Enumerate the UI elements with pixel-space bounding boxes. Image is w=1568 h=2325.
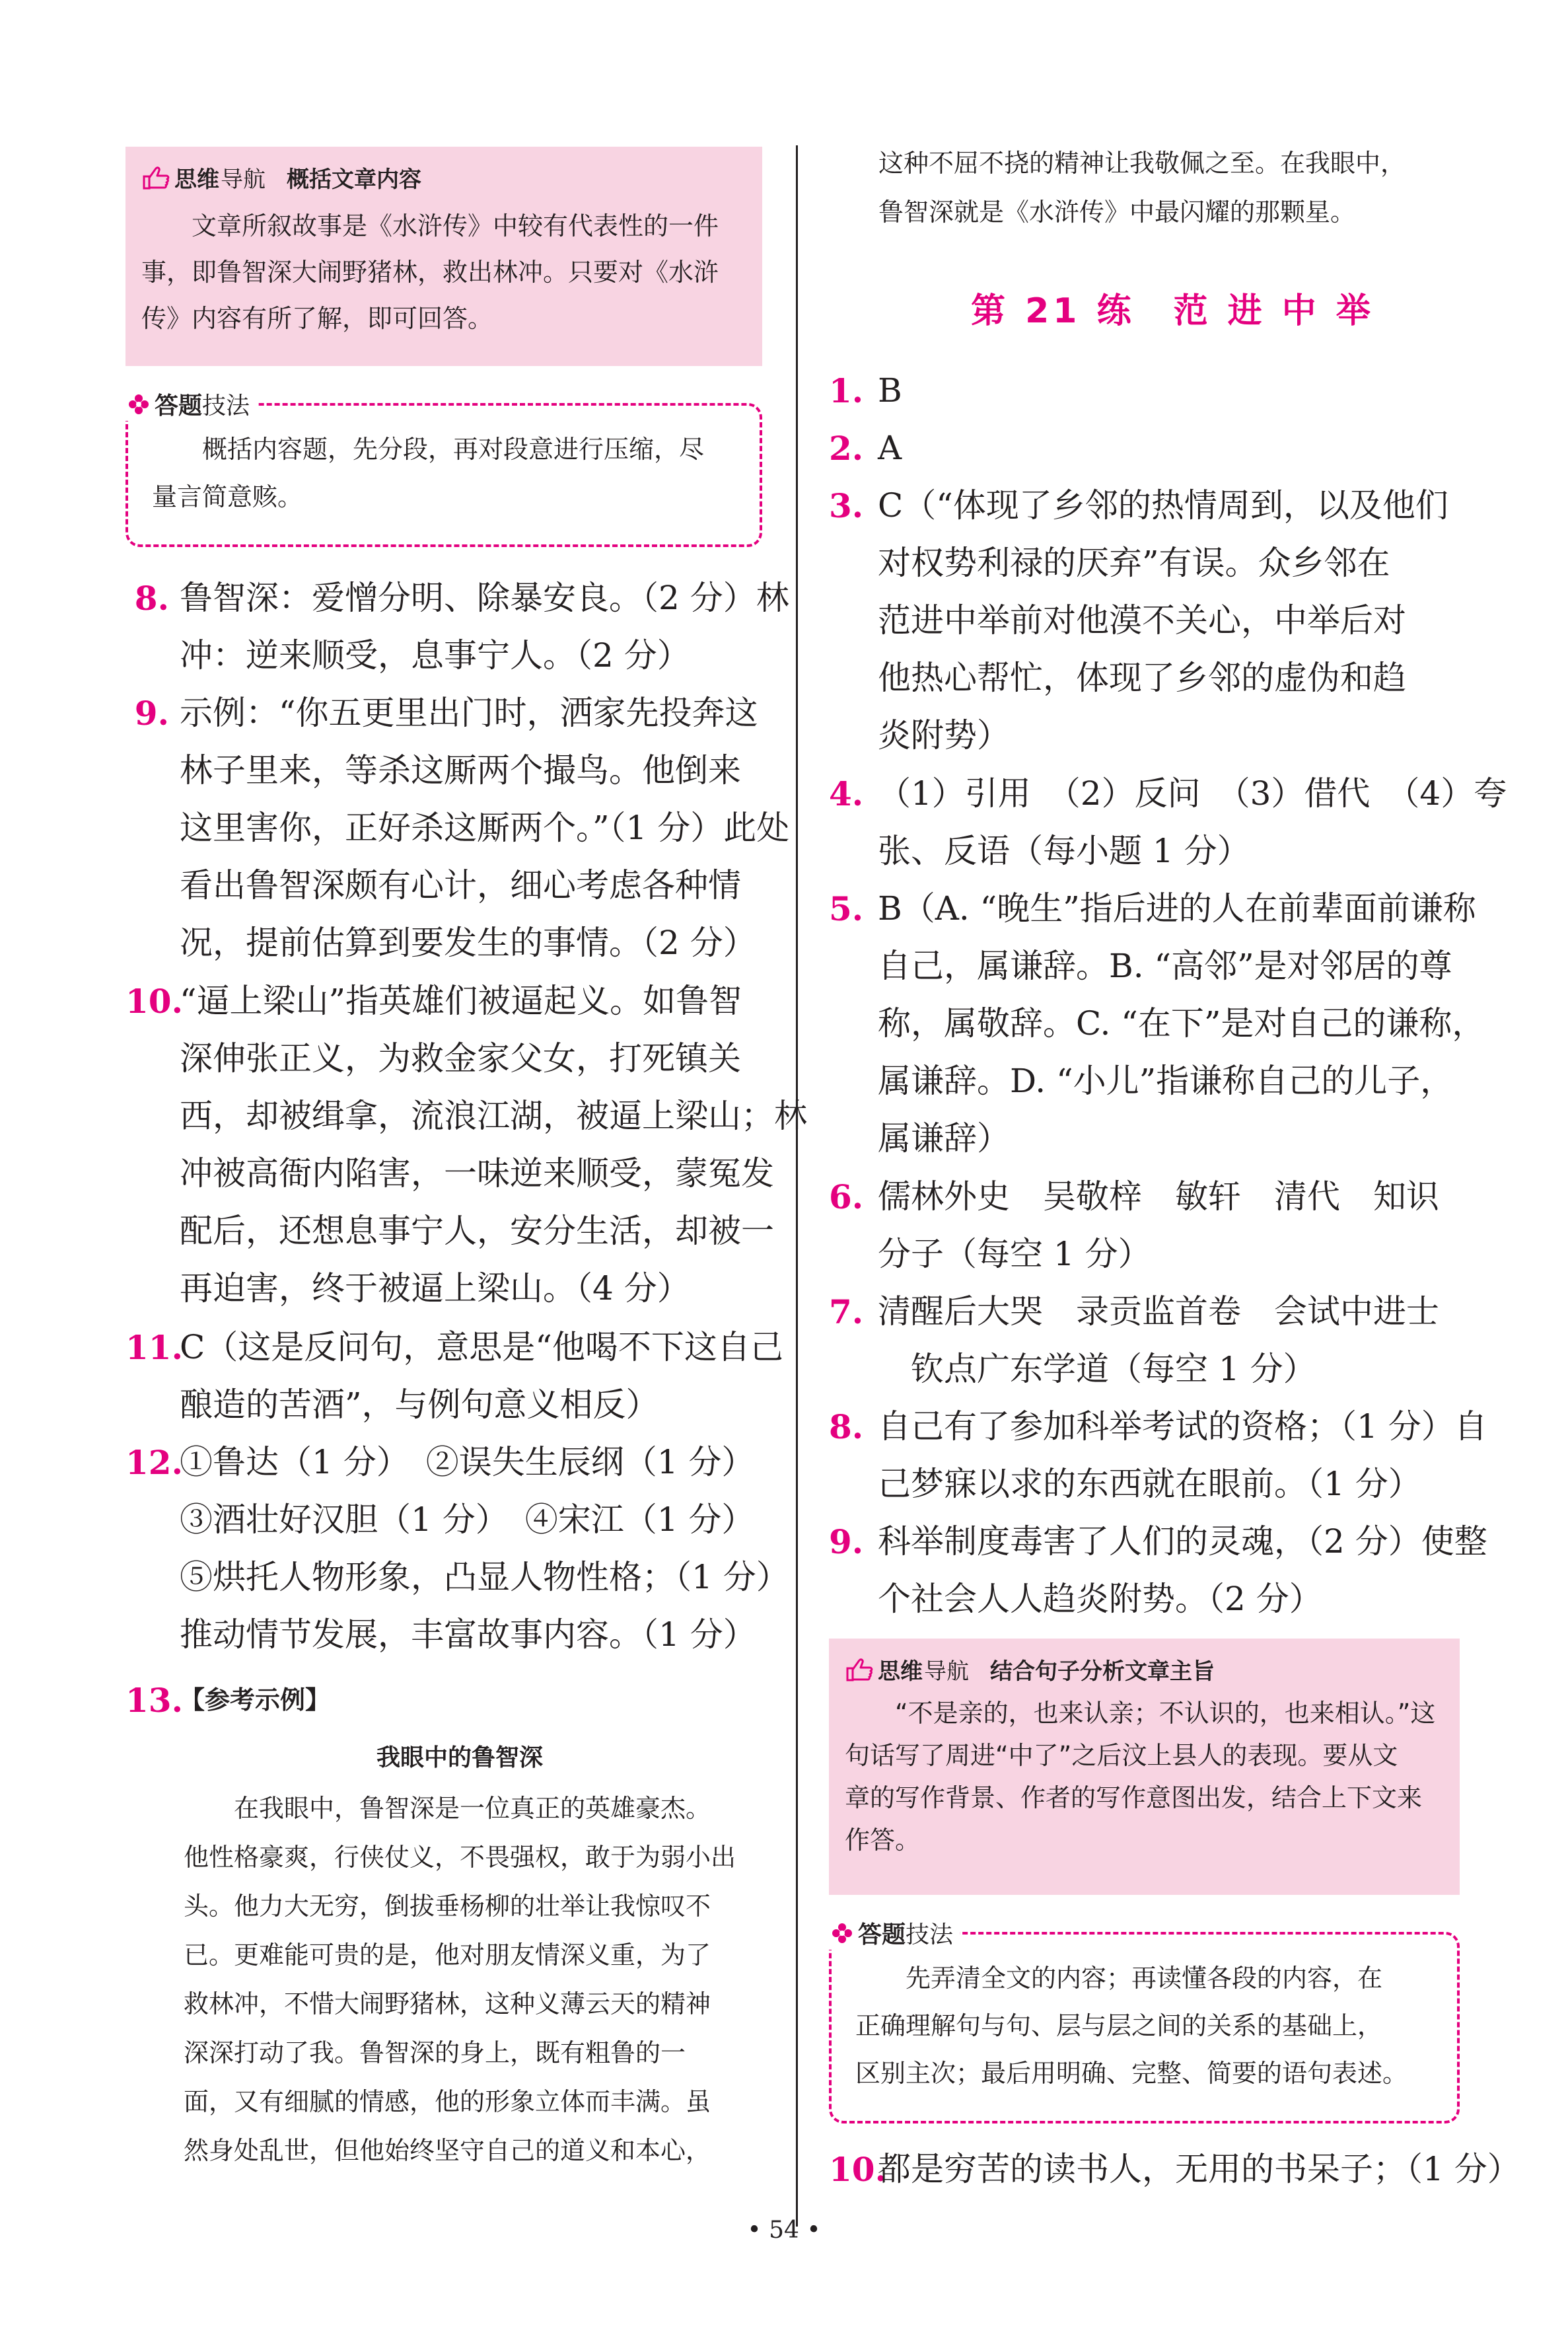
essay-line: 面，又有细腻的情感，他的形象立体而丰满。虽 [184,2087,711,2116]
item-text [180,684,789,972]
tip-line: 事，即鲁智深大闹野猪林，救出林冲。只要对《水浒 [141,258,719,287]
item-number: 12. [125,1443,183,1482]
item-line: ⑤烘托人物形象，凸显人物性格；（1 分） [180,1558,789,1596]
tip-body [845,1692,1444,1861]
skill-line: 先弄清全文的内容；再读懂各段的内容，在 [906,1964,1383,1993]
item-number: 6. [829,1177,864,1216]
answer-item-2 [829,420,1460,477]
item-line: 冲：逆来顺受，息事宁人。（2 分） [180,636,690,675]
item-line: B（A. “晚生”指后进的人在前辈面前谦称 [878,889,1476,928]
skill-line: 区别主次；最后用明确、完整、简要的语句表述。 [855,2059,1408,2088]
essay-line: 在我眼中，鲁智深是一位真正的英雄豪杰。 [184,1794,711,1823]
item-text [878,477,1460,764]
essay-title: 我眼中的鲁智深 [376,1744,544,1771]
item-line: 配后，还想息事宁人，安分生活，却被一 [180,1212,774,1250]
item-line: ①鲁达（1 分） ②误失生辰纲（1 分） [180,1443,755,1481]
tip-label: 导航 [221,166,266,193]
item-line: 钦点广东学道（每空 1 分） [878,1350,1316,1388]
item-text [878,765,1507,880]
essay-line: 深深打动了我。鲁智深的身上，既有粗鲁的一 [184,2038,686,2067]
answer-item-6 [829,1168,1460,1283]
skill-header [125,387,256,421]
pointing-hand-icon [141,165,170,191]
item-line: 自己有了参加科举考试的资格；（1 分）自 [878,1407,1487,1446]
item-line: 西，却被缉拿，流浪江湖，被逼上梁山；林 [180,1097,807,1135]
item-text [878,1283,1460,1398]
skill-label: 技法 [202,392,250,420]
item-number: 1. [829,371,864,410]
item-line: 分子（每空 1 分） [878,1235,1151,1273]
item-line: 清醒后大哭 录贡监首卷 会试中进士 [878,1292,1439,1331]
answer-item-10-right [829,2141,1520,2198]
item-line: B [878,371,902,410]
item-line: 鲁智深：爱憎分明、除暴安良。（2 分）林 [180,579,789,617]
item-text [878,1513,1487,1628]
skill-box-2 [829,1911,1460,2123]
item-number: 2. [829,429,864,468]
item-number: 10. [125,982,183,1021]
item-line: “逼上梁山”指英雄们被逼起义。如鲁智 [180,982,742,1020]
item-line: A [878,429,902,467]
item-line: 自己，属谦辞。B. “高邻”是对邻居的尊 [878,947,1452,985]
item-line: 属谦辞。D. “小儿”指谦称自己的儿子， [878,1062,1454,1100]
skill-line: 量言简意赅。 [152,482,303,511]
tip-line: 章的写作背景、作者的写作意图出发，结合上下文来 [845,1783,1423,1812]
skill-line: 概括内容题，先分段，再对段意进行压缩，尽 [202,435,705,464]
answer-item-5 [829,880,1485,1167]
item-line: ③酒壮好汉胆（1 分） ④宋江（1 分） [180,1500,755,1539]
item-number: 13. [125,1681,183,1720]
answer-item-10 [125,973,807,1317]
item-line: 称，属敬辞。C. “在下”是对自己的谦称， [878,1004,1485,1043]
item-line: 深伸张正义，为救金家父女，打死镇关 [180,1039,741,1078]
answer-item-7 [829,1283,1460,1398]
item-text [878,1168,1460,1283]
flower-icon [125,391,152,418]
item-line: 个社会人人趋炎附势。（2 分） [878,1580,1322,1618]
item-text [180,570,789,684]
answer-item-3 [829,477,1460,764]
item-line: 林子里来，等杀这厮两个撮鸟。他倒来 [180,751,741,790]
item-line: 对权势利禄的厌弃”有误。众乡邻在 [878,544,1390,582]
item-text [180,1319,783,1434]
page-number: • 54 • [747,2217,821,2244]
tip-line: 句话写了周进“中了”之后汶上县人的表现。要从文 [845,1741,1398,1770]
essay-line: 救林冲，不惜大闹野猪林，这种义薄云天的精神 [184,1989,711,2018]
essay-line: 他性格豪爽，行侠仗义，不畏强权，敢于为弱小出 [184,1843,736,1872]
item-text [878,880,1485,1167]
tip-header [141,161,746,194]
item-line: （1）引用 （2）反问 （3）借代 （4）夸 [878,774,1507,813]
item-number: 11. [125,1328,183,1367]
tip-label: 导航 [924,1658,969,1685]
answer-item-8-right [829,1398,1487,1513]
item-number: 9. [134,694,169,733]
item-line: 都是穷苦的读书人，无用的书呆子；（1 分） [878,2150,1520,2188]
answer-item-8 [125,570,789,684]
item-line: 况，提前估算到要发生的事情。（2 分） [180,924,756,962]
essay-continuation [878,139,1460,237]
item-text [878,2141,1520,2198]
answer-item-9 [125,684,790,972]
item-line: 推动情节发展，丰富故事内容。（1 分） [180,1615,756,1654]
tip-header [845,1653,1444,1685]
tip-box-2 [829,1639,1460,1895]
item-line: 这里害你，正好杀这厮两个。”（1 分）此处 [180,809,790,847]
essay-line: 鲁智深就是《水浒传》中最闪耀的那颗星。 [878,198,1356,227]
item-text [878,1398,1487,1513]
item-line: 示例：“你五更里出门时，洒家先投奔这 [180,694,758,732]
item-number: 8. [134,579,169,618]
tip-topic: 结合句子分析文章主旨 [990,1658,1215,1685]
tip-label-bold: 思维 [174,166,219,193]
item-number: 4. [829,774,864,813]
item-text [180,1434,789,1664]
tip-body [141,203,746,342]
tip-label-bold: 思维 [878,1658,923,1685]
item-number: 7. [829,1292,864,1331]
item-line: 范进中举前对他漠不关心，中举后对 [878,601,1406,640]
tip-line: 文章所叙故事是《水浒传》中较有代表性的一件 [192,211,719,240]
essay-body [184,1784,762,2175]
tip-box-1 [125,147,762,366]
answer-item-4 [829,765,1507,880]
item-line: 属谦辞） [878,1119,1010,1158]
item-text [878,362,1460,420]
item-line: 己梦寐以求的东西就在眼前。（1 分） [878,1465,1421,1503]
item-line: 儒林外史 吴敬梓 敏轩 清代 知识 [878,1177,1439,1216]
item-line: 看出鲁智深颇有心计，细心考虑各种情 [180,866,741,904]
answer-item-12 [125,1434,789,1664]
item-line: 酿造的苦酒”，与例句意义相反） [180,1385,659,1424]
item-line: 科举制度毒害了人们的灵魂，（2 分）使整 [878,1522,1487,1561]
skill-body [152,425,736,521]
item-number: 9. [829,1522,864,1561]
item-line: 炎附势） [878,716,1010,755]
skill-body [855,1954,1433,2097]
answer-item-1 [829,362,1460,420]
pointing-hand-icon [845,1656,874,1683]
skill-label-bold: 答题 [858,1921,906,1948]
essay-line: 然身处乱世，但他始终坚守自己的道义和本心， [184,2136,711,2165]
answer-item-9-right [829,1513,1487,1628]
item-number: 10. [829,2150,886,2189]
skill-box-1 [125,382,762,547]
item-text [878,420,1460,477]
essay-line: 头。他力大无穷，倒拔垂杨柳的壮举让我惊叹不 [184,1892,711,1921]
answer-item-11 [125,1319,783,1434]
flower-icon [829,1920,855,1946]
item-text [180,973,807,1317]
item-line: 再迫害，终于被逼上梁山。（4 分） [180,1269,690,1308]
skill-label: 技法 [906,1921,954,1948]
tip-line: 传》内容有所了解，即可回答。 [141,304,493,333]
item-line: 张、反语（每小题 1 分） [878,832,1250,870]
tip-line: “不是亲的，也来认亲；不认识的，也来相认。”这 [895,1699,1436,1728]
section-title: 第 21 练 范 进 中 举 [971,291,1374,331]
item-text [180,1672,762,1729]
item-number: 3. [829,486,864,525]
skill-line: 正确理解句与句、层与层之间的关系的基础上， [855,2011,1383,2040]
essay-line: 已。更难能可贵的是，他对朋友情深义重，为了 [184,1940,711,1970]
item-line: 他热心帮忙，体现了乡邻的虚伪和趋 [878,659,1406,697]
answer-item-13 [125,1672,762,1729]
item-line: C（“体现了乡邻的热情周到，以及他们 [878,486,1448,525]
item-number: 5. [829,889,864,928]
reference-example-tag: 【参考示例】 [180,1685,331,1715]
tip-topic: 概括文章内容 [287,166,421,193]
item-line: C（这是反问句，意思是“他喝不下这自己 [180,1328,783,1366]
skill-label-bold: 答题 [155,392,203,420]
item-line: 冲被高衙内陷害，一味逆来顺受，蒙冤发 [180,1154,774,1193]
skill-header [829,1916,960,1950]
essay-line: 这种不屈不挠的精神让我敬佩之至。在我眼中， [878,149,1406,178]
item-number: 8. [829,1407,864,1446]
tip-line: 作答。 [845,1826,921,1855]
